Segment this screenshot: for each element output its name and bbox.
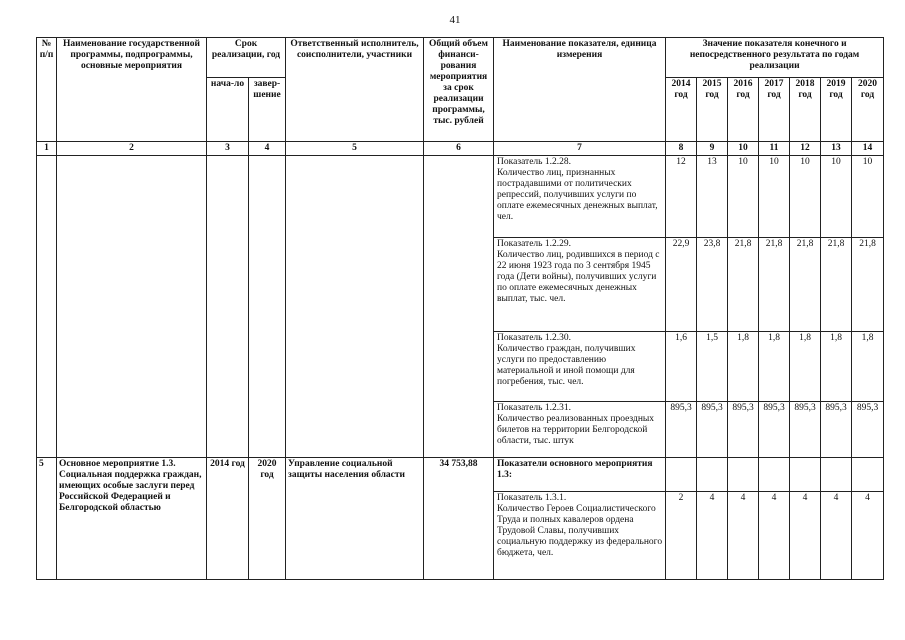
cell-empty: [759, 458, 790, 492]
indicator-value: 1,5: [697, 332, 728, 402]
table-row: [37, 458, 884, 492]
measure-responsible: Управление социальной защиты населения области: [286, 458, 424, 580]
indicator-value: 4: [852, 492, 884, 580]
indicator-value: 10: [821, 156, 852, 238]
indicator-value: 895,3: [759, 402, 790, 458]
indicator-value: 895,3: [790, 402, 821, 458]
indicator-value: 4: [697, 492, 728, 580]
header-col-end: завер-шение: [249, 78, 286, 142]
indicator-name: Показатель 1.3.1. Количество Героев Социалистического Труда и полных кавалеров ордена Трудовой Славы, получивших социальную поддержку из федерального бюджета, чел.: [494, 492, 666, 580]
indicator-value: 21,8: [852, 238, 884, 332]
indicator-value: 10: [728, 156, 759, 238]
column-number: 11: [759, 142, 790, 156]
measure-name: Основное мероприятие 1.3. Социальная поддержка граждан, имеющих особые заслуги перед Российской Федерацией и Белгородской областью: [57, 458, 207, 580]
indicator-value: 21,8: [790, 238, 821, 332]
page-number: 41: [449, 14, 461, 26]
header-col-responsible: Ответственный исполнитель, соисполнители, участники: [286, 38, 424, 142]
indicators-table: [36, 37, 884, 580]
header-year: 2014 год: [666, 78, 697, 142]
column-numbers-row: [37, 142, 884, 156]
indicator-value: 895,3: [852, 402, 884, 458]
column-number: 3: [207, 142, 249, 156]
indicator-name: Показатель 1.2.30. Количество граждан, получивших услуги по предоставлению материальной и иной помощи для погребения, тыс. чел.: [494, 332, 666, 402]
column-number: 13: [821, 142, 852, 156]
indicator-value: 21,8: [728, 238, 759, 332]
cell-empty: [697, 458, 728, 492]
column-number: 1: [37, 142, 57, 156]
indicator-value: 895,3: [666, 402, 697, 458]
cell-empty: [207, 156, 249, 458]
indicator-name: Показатель 1.2.29. Количество лиц, родившихся в период с 22 июня 1923 года по 3 сентября 1945 года (Дети войны), получивших услуги по оплате ежемесячных денежных выплат, тыс. чел.: [494, 238, 666, 332]
indicator-value: 2: [666, 492, 697, 580]
measure-volume: 34 753,88: [424, 458, 494, 580]
indicator-value: 22,9: [666, 238, 697, 332]
header-col-start: нача-ло: [207, 78, 249, 142]
column-number: 6: [424, 142, 494, 156]
indicator-value: 10: [790, 156, 821, 238]
measure-start-year: 2014 год: [207, 458, 249, 580]
cell-empty: [249, 156, 286, 458]
cell-empty: [790, 458, 821, 492]
header-col-indicator: Наименование показателя, единица измерения: [494, 38, 666, 142]
header-year: 2019 год: [821, 78, 852, 142]
header-year: 2017 год: [759, 78, 790, 142]
indicator-value: 1,8: [790, 332, 821, 402]
cell-empty: [286, 156, 424, 458]
column-number: 8: [666, 142, 697, 156]
header-col-term: Срок реализации, год: [207, 38, 286, 78]
header-col-volume: Общий объем финанси-рования мероприятия за срок реализации программы, тыс. рублей: [424, 38, 494, 142]
indicator-value: 4: [821, 492, 852, 580]
indicator-value: 4: [759, 492, 790, 580]
indicator-value: 21,8: [759, 238, 790, 332]
indicator-value: 10: [759, 156, 790, 238]
header-year: 2015 год: [697, 78, 728, 142]
cell-empty: [57, 156, 207, 458]
indicator-value: 23,8: [697, 238, 728, 332]
cell-empty: [728, 458, 759, 492]
cell-empty: [821, 458, 852, 492]
column-number: 12: [790, 142, 821, 156]
cell-empty: [666, 458, 697, 492]
table-row: [37, 156, 884, 238]
indicator-name: Показатель 1.2.28. Количество лиц, признанных пострадавшими от политических репрессий, получивших услуги по оплате ежемесячных денежных выплат, чел.: [494, 156, 666, 238]
indicator-value: 1,8: [821, 332, 852, 402]
header-year: 2016 год: [728, 78, 759, 142]
measure-end-year: 2020 год: [249, 458, 286, 580]
indicator-value: 1,8: [728, 332, 759, 402]
indicator-value: 1,8: [852, 332, 884, 402]
column-number: 2: [57, 142, 207, 156]
cell-empty: [424, 156, 494, 458]
indicator-value: 895,3: [697, 402, 728, 458]
column-number: 4: [249, 142, 286, 156]
indicator-name: Показатель 1.2.31. Количество реализованных проездных билетов на территории Белгородской области, тыс. штук: [494, 402, 666, 458]
header-col-no: № п/п: [37, 38, 57, 142]
column-number: 14: [852, 142, 884, 156]
column-number: 7: [494, 142, 666, 156]
indicator-value: 21,8: [821, 238, 852, 332]
header-col-values: Значение показателя конечного и непосредственного результата по годам реализации: [666, 38, 884, 78]
indicator-value: 895,3: [821, 402, 852, 458]
cell-empty: [852, 458, 884, 492]
indicator-value: 10: [852, 156, 884, 238]
indicator-value: 13: [697, 156, 728, 238]
indicator-value: 895,3: [728, 402, 759, 458]
column-number: 10: [728, 142, 759, 156]
indicator-value: 12: [666, 156, 697, 238]
cell-empty: [37, 156, 57, 458]
header-year: 2018 год: [790, 78, 821, 142]
header-col-name: Наименование государственной программы, подпрограммы, основные мероприятия: [57, 38, 207, 142]
indicator-value: 4: [728, 492, 759, 580]
indicator-value: 4: [790, 492, 821, 580]
column-number: 9: [697, 142, 728, 156]
indicator-value: 1,6: [666, 332, 697, 402]
column-number: 5: [286, 142, 424, 156]
header-year: 2020 год: [852, 78, 884, 142]
measure-number: 5: [37, 458, 57, 580]
indicators-group-title: Показатели основного мероприятия 1.3:: [494, 458, 666, 492]
indicator-value: 1,8: [759, 332, 790, 402]
